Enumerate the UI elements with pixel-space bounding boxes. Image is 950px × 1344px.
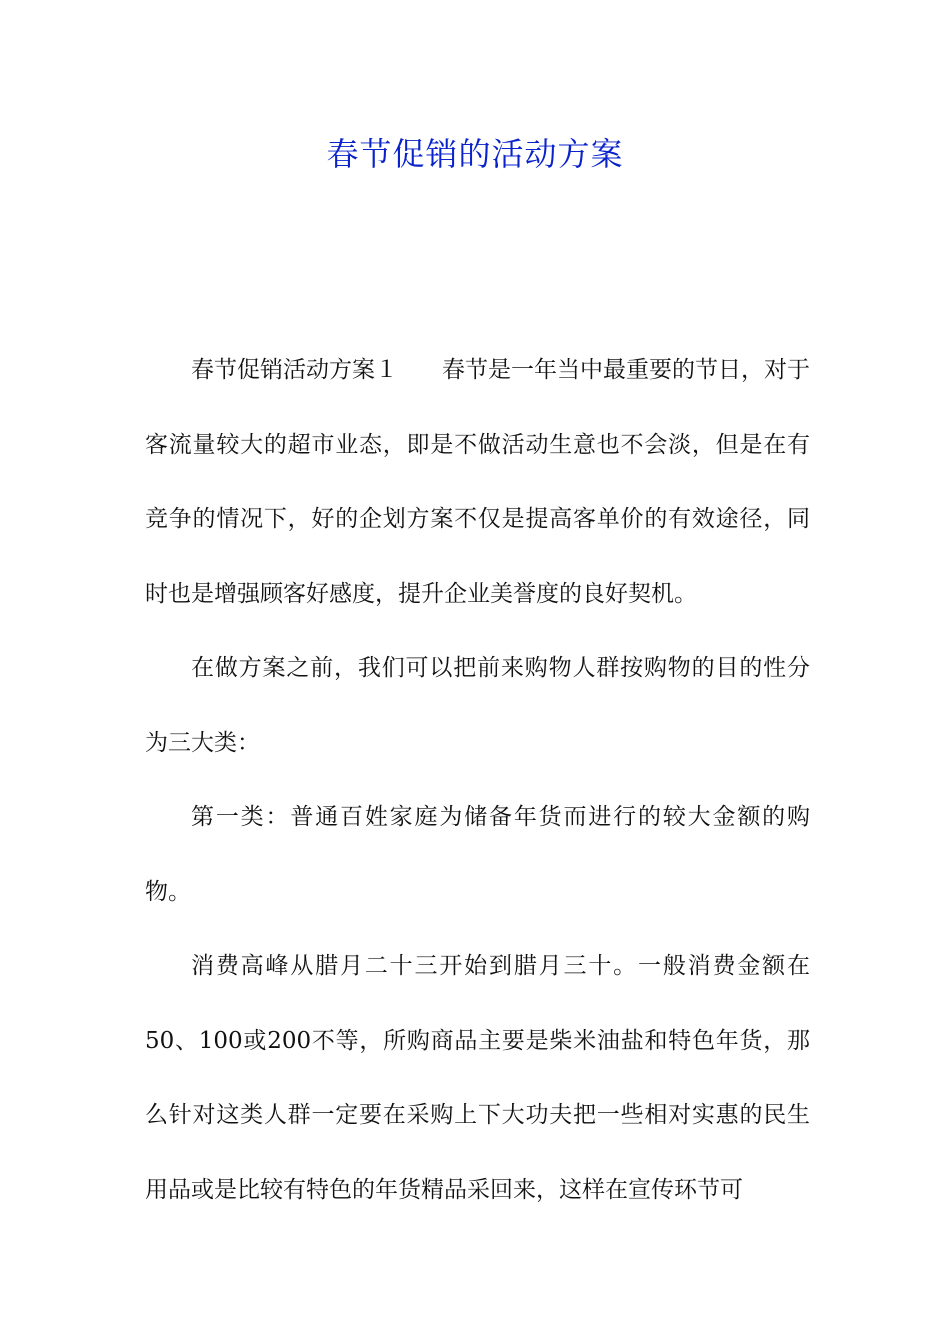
paragraph-3: 第一类：普通百姓家庭为储备年货而进行的较大金额的购物。 [145,804,810,905]
document-body [145,333,810,1227]
section-heading: 春节促销活动方案１ [191,357,398,383]
paragraph-1-text: 春节是一年当中最重要的节日，对于客流量较大的超市业态，即是不做活动生意也不会淡，但是在有竞争的情况下，好的企划方案不仅是提高客单价的有效途径，同时也是增强顾客好感度，提升企业美誉度的良好契机。 [145,357,810,607]
document-title: 春节促销的活动方案 [326,135,624,173]
paragraph-4: 消费高峰从腊月二十三开始到腊月三十。一般消费金额在50、100或200不等，所购商品主要是柴米油盐和特色年货，那么针对这类人群一定要在采购上下大功夫把一些相对实惠的民生用品或是比较有特色的年货精品采回来，这样在宣传环节可 [145,953,810,1203]
paragraph-2: 在做方案之前，我们可以把前来购物人群按购物的目的性分为三大类： [145,655,810,756]
paragraph-1 [145,333,810,631]
